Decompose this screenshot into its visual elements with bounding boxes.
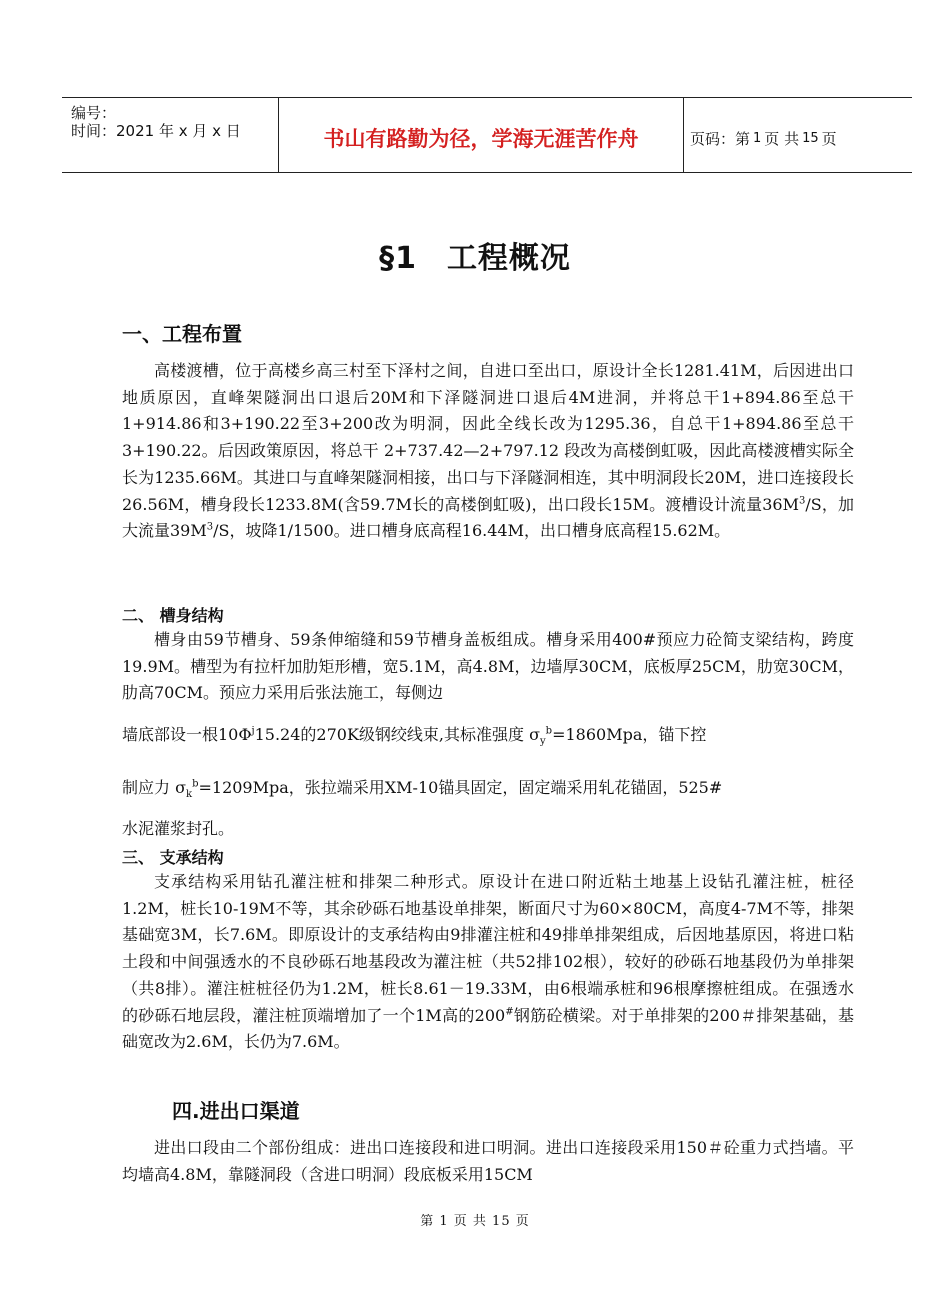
- section-2-heading: 二、 槽身结构: [122, 606, 224, 625]
- page-title: [0, 233, 950, 277]
- serial-number-label: 编号：: [71, 104, 117, 122]
- header-page-info: [684, 98, 912, 172]
- header-motto: 书山有路勤为径，学海无涯苦作舟: [279, 98, 684, 172]
- section-1-paragraph: 高楼渡槽，位于高楼乡高三村至下泽村之间，自进口至出口，原设计全长1281.41M，后因进出口地质原因，直峰架隧洞出口退后20M和下泽隧洞进口退后4M进洞，并将总干1+894.86至总干1+914.86和3+190.22至3+200改为明洞，因此全线长改为1295.36，自总干1+894.86至总干3+190.22。后因政策原因，将总干 2+737.42—2+797.12 段改为高楼倒虹吸，因此高楼渡槽实际全长为1235.66M。其进口与直峰架隧洞相接，出口与下泽隧洞相连，其中明洞段长20M，进口连接段长26.56M，槽身段长1233.8M(含59.7M长的高楼倒虹吸)，出口段长15M。渡槽设计流量$36M^3/S$，加大流量$39M^3/S$，坡降1/1500。进口槽身底高程16.44M，出口槽身底高程15.62M。: [122, 361, 854, 541]
- page-total: 15: [802, 130, 819, 146]
- page-prefix: 页码：第: [690, 129, 751, 148]
- section-2-paragraph: 槽身由59节槽身、59条伸缩缝和59节槽身盖板组成。槽身采用400#预应力砼简支梁结构，跨度19.9M。槽型为有拉杆加肋矩形槽，宽5.1M，高4.8M，边墙厚30CM，底板厚25CM，肋宽30CM，肋高70CM。预应力采用后张法施工，每侧边: [122, 630, 854, 703]
- page-footer: 第 1 页 共 15 页: [420, 1214, 530, 1229]
- section-2-formula-line: 墙底部设一根$10\Phi^j15.24$的270K级钢绞线束,其标准强度 $\sigma_y^b=1860Mpa$，锚下控: [122, 725, 707, 748]
- page-suffix: 页: [821, 129, 837, 148]
- section-3-heading: 三、 支承结构: [122, 848, 224, 867]
- header-meta: [62, 98, 279, 172]
- title-section-number: §1: [379, 241, 417, 276]
- section-2-last-line: 水泥灌浆封孔。: [122, 819, 235, 838]
- title-text: 工程概况: [446, 241, 571, 276]
- section-1-heading: 一、工程布置: [122, 322, 242, 346]
- header-time: 时间：2021 年 x 月 x 日: [71, 122, 241, 140]
- page-current: 1: [753, 130, 762, 146]
- section-2-stress-line: 制应力 $\sigma_k^b=1209Mpa$，张拉端采用XM-10锚具固定，固定端采用轧花锚固，525#: [122, 778, 723, 801]
- section-4-paragraph: 进出口段由二个部份组成：进出口连接段和进口明洞。进出口连接段采用150＃砼重力式挡墙。平均墙高4.8M，靠隧洞段（含进口明洞）段底板采用15CM: [122, 1138, 854, 1184]
- page-mid: 页 共: [764, 129, 800, 148]
- section-3-paragraph: 支承结构采用钻孔灌注桩和排架二种形式。原设计在进口附近粘土地基上设钻孔灌注桩，桩径1.2M，桩长10-19M不等，其余砂砾石地基设单排架，断面尺寸为60×80CM，高度4-7M不等，排架基础宽3M，长7.6M。即原设计的支承结构由9排灌注桩和49排单排架组成，后因地基原因，将进口粘土段和中间强透水的不良砂砾石地基段改为灌注桩（共52排102根），较好的砂砾石地基段仍为单排架（共8排）。灌注桩桩径仍为1.2M，桩长8.61－19.33M，由6根端承桩和96根摩擦桩组成。在强透水的砂砾石地层段，灌注桩顶端增加了一个1M高的200#钢筋砼横梁。对于单排架的200＃排架基础，基础宽改为2.6M，长仍为7.6M。: [122, 872, 854, 1052]
- document-header: [62, 97, 912, 173]
- section-4-heading: 四.进出口渠道: [172, 1099, 300, 1123]
